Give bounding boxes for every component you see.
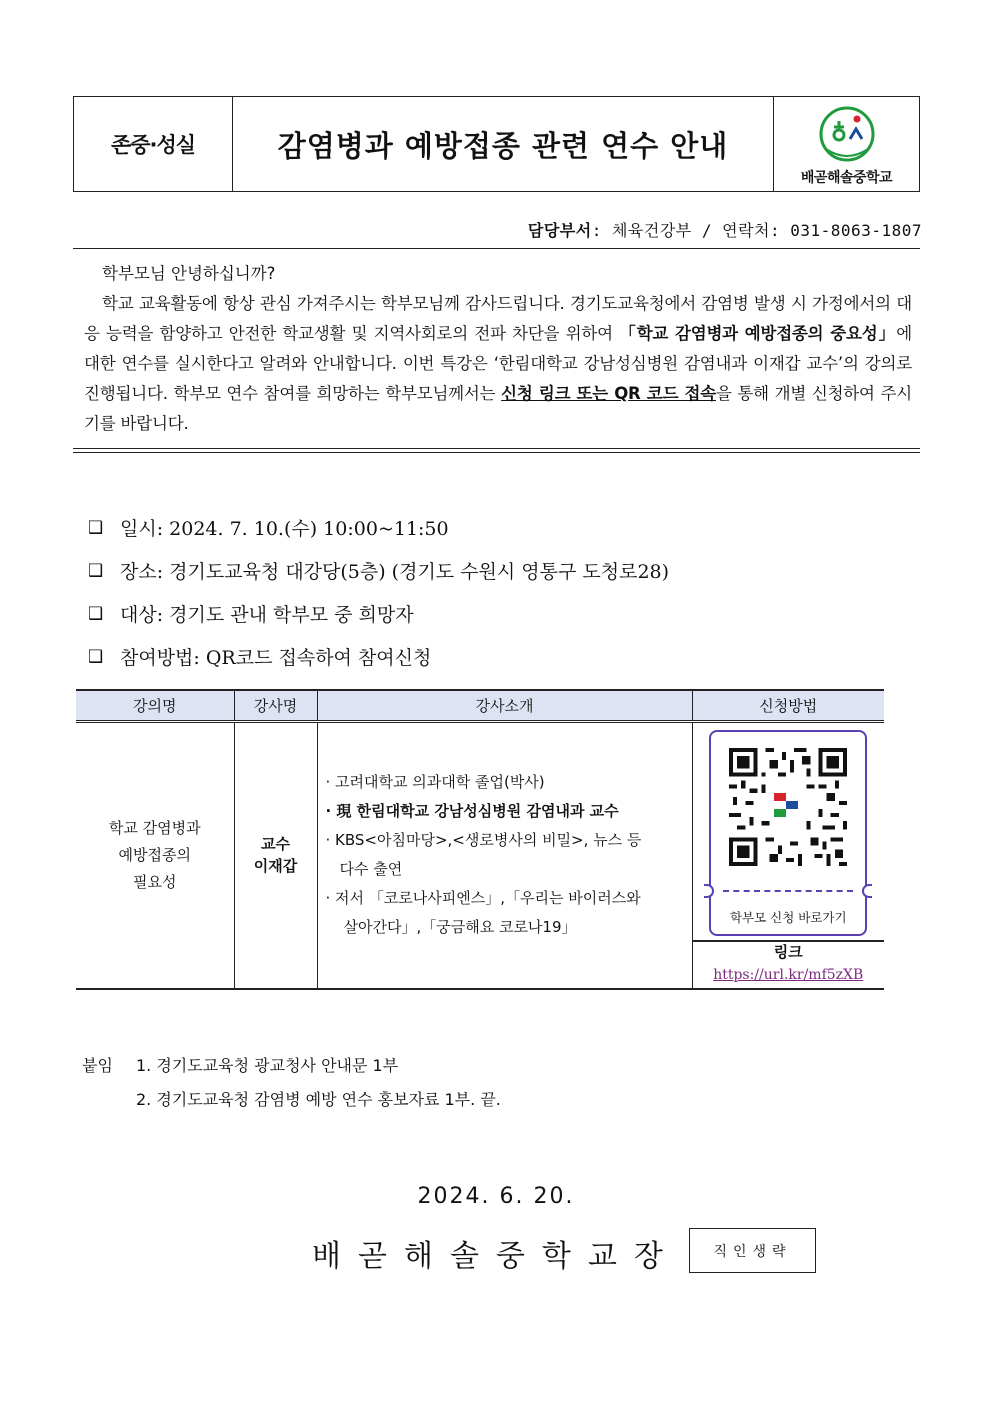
attachment-row [82, 1049, 501, 1083]
checkbox-icon: ❑ [88, 560, 104, 581]
detail-date: ❑ 일시: 2024. 7. 10.(수) 10:00~11:50 [88, 517, 449, 540]
lecture-name: 학교 감염병과 예방접종의 필요성 [76, 721, 234, 989]
greeting: 학부모님 안녕하십니까? [102, 264, 276, 283]
document-title: 감염병과 예방접종 관련 연수 안내 [233, 97, 774, 191]
bio-line: 다수 출연 [339, 860, 403, 878]
seal-omitted-box: 직인생략 [689, 1228, 816, 1273]
contact-info [528, 218, 922, 241]
link-label: 링크 [773, 942, 803, 961]
apply-method [692, 721, 884, 989]
qr-caption[interactable]: 학부모 신청 바로가기 [729, 909, 847, 925]
intro-part-2: 에 대한 연수를 실시한다고 알려와 안내합니다. 이번 특강은 ‘한림대학교 강남성심병원 감염내과 이재갑 교수’의 강의로 진행됩니다. 학부모 연수 참여를 희망하는 학부모님께서는 [84, 324, 912, 403]
lecturer-bio [317, 721, 692, 989]
dept-contact: : 체육건강부 / 연락처: 031-8063-1807 [591, 221, 922, 240]
attachment-item: 2. 경기도교육청 감염병 예방 연수 홍보자료 1부. 끝. [136, 1090, 501, 1109]
link-section [693, 940, 885, 988]
principal-signature: 배곧해솔중학교장 [312, 1239, 680, 1274]
lecture-table [76, 689, 884, 990]
attachments-label: 붙임 [82, 1056, 113, 1075]
intro-paragraph [84, 289, 912, 439]
qr-code-card[interactable] [709, 730, 867, 936]
col-lecture-name: 강의명 [76, 690, 234, 721]
table-header-row [76, 690, 884, 721]
col-apply: 신청방법 [692, 690, 884, 721]
issue-date: 2024. 6. 20. [417, 1184, 575, 1209]
col-lecturer: 강사명 [234, 690, 317, 721]
checkbox-icon: ❑ [88, 603, 104, 624]
lecturer-name: 교수 이재갑 [234, 721, 317, 989]
col-bio: 강사소개 [317, 690, 692, 721]
school-logo-name: 배곧해솔중학교 [800, 170, 893, 186]
attachment-row [82, 1083, 501, 1117]
attachments [82, 1049, 501, 1117]
checkbox-icon: ❑ [88, 517, 104, 538]
intro-part-3: 을 통해 개별 신청하여 주시기를 바랍니다. [84, 384, 912, 433]
bio-line: · 고려대학교 의과대학 졸업(박사) [325, 773, 545, 791]
qr-code-icon[interactable] [729, 748, 847, 866]
bio-line: · 저서 「코로나사피엔스」,「우리는 바이러스와 [325, 889, 641, 907]
intro-part-1: 학교 교육활동에 항상 관심 가져주시는 학부모님께 감사드립니다. 경기도교육청에서 감염병 발생 시 가정에서의 대응 능력을 함양하고 안전한 학교생활 및 지역사회로의 전파 차단을 위하여 [84, 294, 912, 343]
dept-label: 담당부서 [527, 221, 592, 240]
school-emblem-icon [812, 105, 882, 163]
school-logo [774, 97, 919, 191]
document-header [73, 96, 920, 192]
intro-text [84, 259, 912, 439]
bio-line: · 現 한림대학교 강남성심병원 감염내과 교수 [325, 802, 619, 820]
school-motto: 존중·성실 [74, 97, 233, 191]
attachment-item: 1. 경기도교육청 광교청사 안내문 1부 [136, 1056, 399, 1075]
double-divider [73, 448, 920, 453]
divider [73, 248, 920, 249]
bio-line: · KBS<아침마당>,<생로병사의 비밀>, 뉴스 등 [325, 831, 642, 849]
intro-method: 신청 링크 또는 QR 코드 접속 [501, 384, 716, 403]
bio-line: 살아간다」,「궁금해요 코로나19」 [343, 918, 577, 936]
detail-target: ❑ 대상: 경기도 관내 학부모 중 희망자 [88, 603, 414, 626]
detail-place: ❑ 장소: 경기도교육청 대강당(5층) (경기도 수원시 영통구 도청로28) [88, 560, 670, 583]
intro-topic: 「학교 감염병과 예방접종의 중요성」 [619, 324, 897, 343]
event-details [88, 506, 669, 678]
signup-link[interactable]: https://url.kr/mf5zXB [713, 966, 864, 983]
checkbox-icon: ❑ [88, 646, 104, 667]
detail-method: ❑ 참여방법: QR코드 접속하여 참여신청 [88, 646, 432, 669]
table-row [76, 721, 884, 989]
